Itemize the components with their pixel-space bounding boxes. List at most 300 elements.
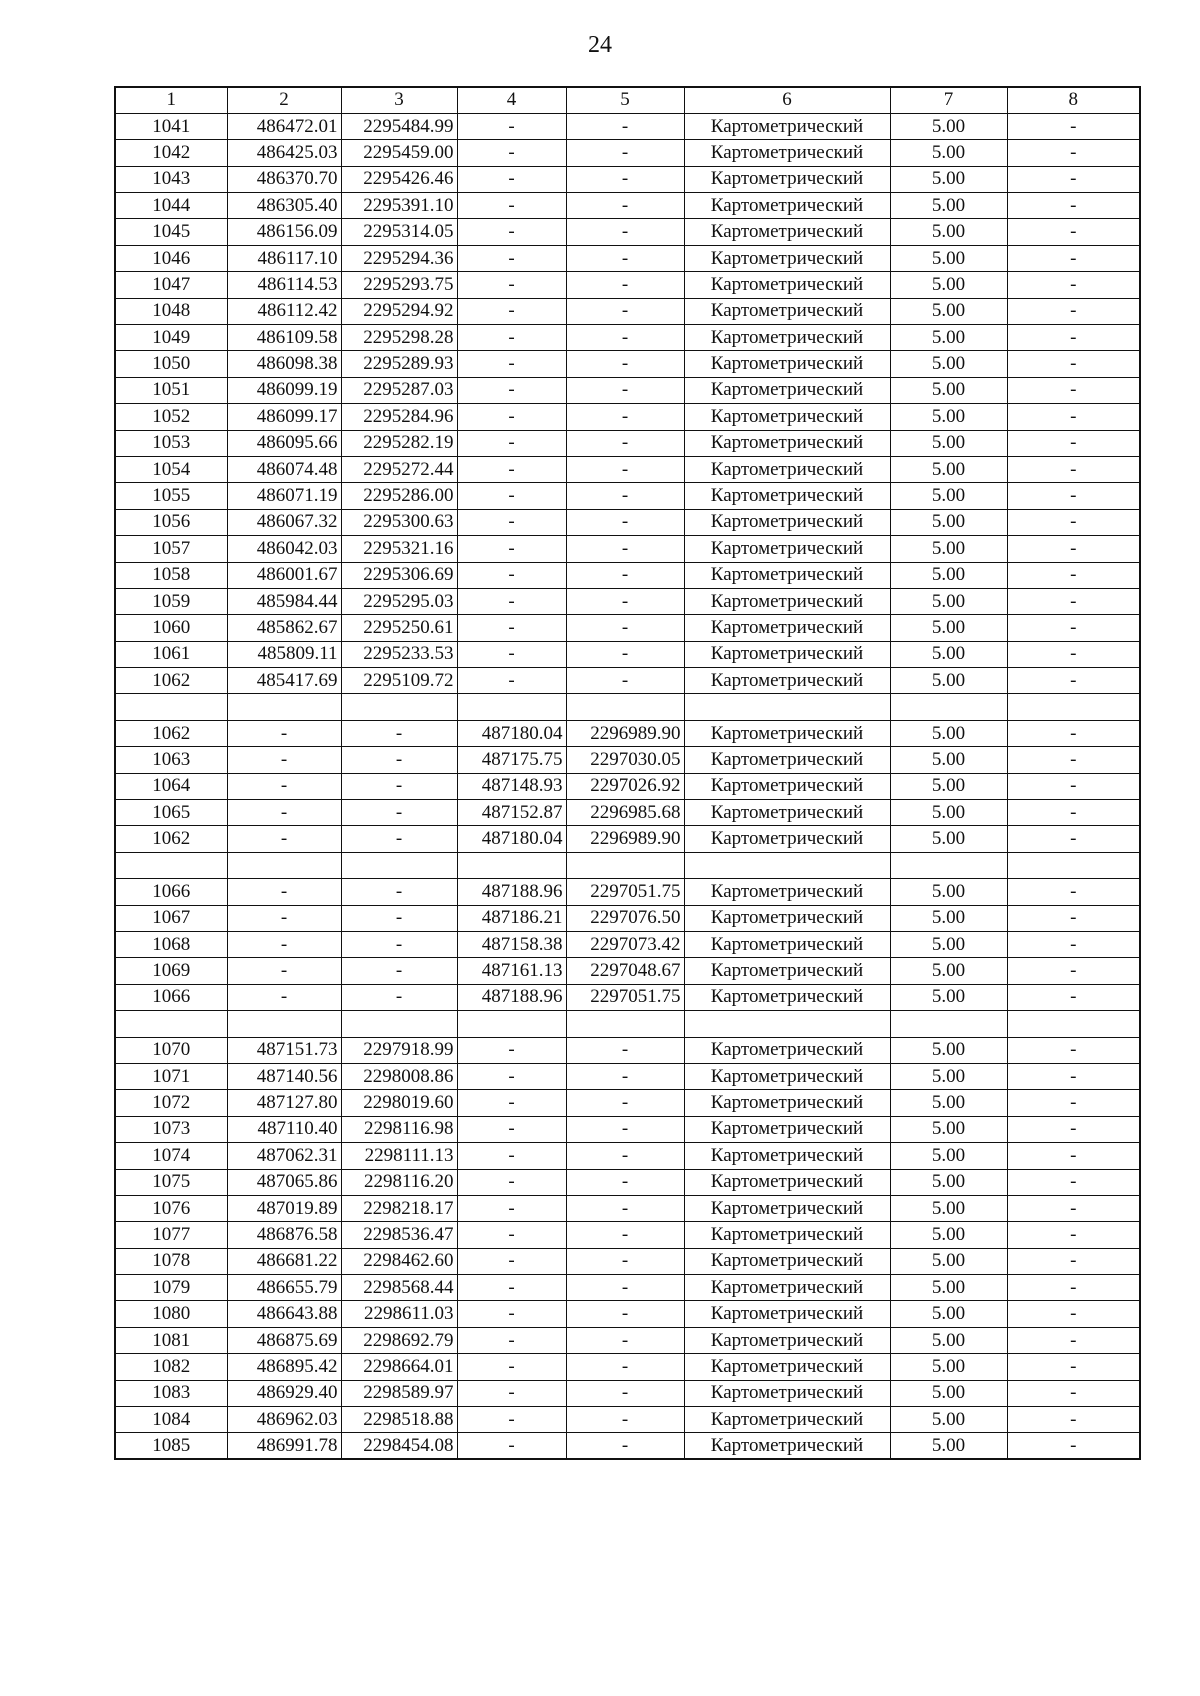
cell-accuracy: 5.00	[890, 1037, 1007, 1063]
table-row	[115, 456, 1140, 482]
cell-point-number: 1075	[115, 1169, 227, 1195]
cell-method: Картометрический	[684, 325, 890, 351]
cell-y-old: 2297918.99	[341, 1037, 457, 1063]
cell-y-new: -	[566, 1433, 684, 1459]
cell-description: -	[1007, 1380, 1140, 1406]
column-header-accuracy: 7	[890, 87, 1007, 113]
cell-x-old: -	[227, 958, 341, 984]
cell-method: Картометрический	[684, 668, 890, 694]
cell-description	[1007, 852, 1140, 878]
cell-method: Картометрический	[684, 1433, 890, 1459]
cell-x-new: -	[457, 1090, 566, 1116]
cell-accuracy: 5.00	[890, 456, 1007, 482]
table-row	[115, 1169, 1140, 1195]
cell-y-old: 2298116.20	[341, 1169, 457, 1195]
cell-point-number: 1043	[115, 166, 227, 192]
table-separator-row	[115, 694, 1140, 720]
table-row	[115, 1327, 1140, 1353]
cell-accuracy: 5.00	[890, 905, 1007, 931]
cell-accuracy	[890, 694, 1007, 720]
cell-y-new: -	[566, 1222, 684, 1248]
cell-method: Картометрический	[684, 219, 890, 245]
cell-method: Картометрический	[684, 1090, 890, 1116]
cell-y-old: 2295294.36	[341, 245, 457, 271]
cell-x-new: 487148.93	[457, 773, 566, 799]
cell-y-old: 2295300.63	[341, 509, 457, 535]
column-header-x-old: 2	[227, 87, 341, 113]
cell-y-old: 2295272.44	[341, 456, 457, 482]
column-header-method: 6	[684, 87, 890, 113]
cell-y-new: -	[566, 193, 684, 219]
cell-y-new: -	[566, 1143, 684, 1169]
cell-x-old: 485862.67	[227, 615, 341, 641]
cell-point-number: 1054	[115, 456, 227, 482]
cell-point-number: 1085	[115, 1433, 227, 1459]
cell-x-old: 486643.88	[227, 1301, 341, 1327]
cell-method: Картометрический	[684, 536, 890, 562]
cell-y-old: 2298454.08	[341, 1433, 457, 1459]
cell-point-number: 1055	[115, 483, 227, 509]
cell-method: Картометрический	[684, 747, 890, 773]
cell-x-old: 486876.58	[227, 1222, 341, 1248]
table-row	[115, 430, 1140, 456]
cell-point-number: 1067	[115, 905, 227, 931]
table-row	[115, 1195, 1140, 1221]
table-row	[115, 1116, 1140, 1142]
table-row	[115, 140, 1140, 166]
cell-y-new: -	[566, 298, 684, 324]
cell-y-old: 2295298.28	[341, 325, 457, 351]
cell-method: Картометрический	[684, 800, 890, 826]
cell-y-new: -	[566, 668, 684, 694]
cell-x-new: -	[457, 272, 566, 298]
cell-x-old	[227, 694, 341, 720]
cell-accuracy: 5.00	[890, 562, 1007, 588]
cell-description: -	[1007, 641, 1140, 667]
cell-description: -	[1007, 325, 1140, 351]
cell-y-new: -	[566, 272, 684, 298]
cell-x-new: -	[457, 562, 566, 588]
cell-y-old: 2295426.46	[341, 166, 457, 192]
cell-method: Картометрический	[684, 588, 890, 614]
cell-y-old: 2295321.16	[341, 536, 457, 562]
cell-y-new: -	[566, 483, 684, 509]
cell-y-new: -	[566, 456, 684, 482]
cell-accuracy: 5.00	[890, 800, 1007, 826]
cell-method: Картометрический	[684, 272, 890, 298]
cell-accuracy: 5.00	[890, 984, 1007, 1010]
cell-y-new: 2297048.67	[566, 958, 684, 984]
cell-method	[684, 694, 890, 720]
table-row	[115, 1433, 1140, 1459]
cell-accuracy: 5.00	[890, 351, 1007, 377]
cell-x-new: -	[457, 166, 566, 192]
cell-x-old: 486681.22	[227, 1248, 341, 1274]
cell-point-number: 1069	[115, 958, 227, 984]
cell-point-number: 1049	[115, 325, 227, 351]
cell-x-new: -	[457, 1327, 566, 1353]
cell-description: -	[1007, 800, 1140, 826]
cell-y-old: -	[341, 905, 457, 931]
cell-y-new: -	[566, 1275, 684, 1301]
cell-description: -	[1007, 1407, 1140, 1433]
cell-x-new: 487186.21	[457, 905, 566, 931]
cell-y-old: 2295233.53	[341, 641, 457, 667]
cell-description: -	[1007, 668, 1140, 694]
cell-y-old: 2298008.86	[341, 1063, 457, 1089]
table-row	[115, 113, 1140, 139]
cell-x-new: -	[457, 351, 566, 377]
cell-description: -	[1007, 932, 1140, 958]
table-row	[115, 773, 1140, 799]
cell-y-new	[566, 694, 684, 720]
table-row	[115, 720, 1140, 746]
cell-point-number: 1061	[115, 641, 227, 667]
cell-description: -	[1007, 377, 1140, 403]
cell-x-old: -	[227, 800, 341, 826]
cell-x-old: 487151.73	[227, 1037, 341, 1063]
cell-y-new: 2297076.50	[566, 905, 684, 931]
cell-point-number: 1057	[115, 536, 227, 562]
cell-y-new: 2297051.75	[566, 879, 684, 905]
cell-method	[684, 1011, 890, 1037]
cell-y-new: 2297026.92	[566, 773, 684, 799]
table-row	[115, 509, 1140, 535]
table-row	[115, 298, 1140, 324]
cell-description	[1007, 694, 1140, 720]
cell-x-old: 487110.40	[227, 1116, 341, 1142]
cell-x-old: 487019.89	[227, 1195, 341, 1221]
cell-y-new: 2296989.90	[566, 720, 684, 746]
cell-x-old: 486099.19	[227, 377, 341, 403]
cell-method: Картометрический	[684, 1275, 890, 1301]
cell-description: -	[1007, 720, 1140, 746]
cell-accuracy: 5.00	[890, 166, 1007, 192]
cell-method: Картометрический	[684, 166, 890, 192]
cell-x-new: -	[457, 1248, 566, 1274]
table-row	[115, 1354, 1140, 1380]
cell-description: -	[1007, 430, 1140, 456]
cell-x-new: -	[457, 1037, 566, 1063]
cell-y-old: 2298536.47	[341, 1222, 457, 1248]
cell-accuracy: 5.00	[890, 588, 1007, 614]
cell-y-new: -	[566, 219, 684, 245]
cell-description: -	[1007, 984, 1140, 1010]
cell-point-number: 1072	[115, 1090, 227, 1116]
table-row	[115, 245, 1140, 271]
cell-point-number: 1076	[115, 1195, 227, 1221]
cell-description: -	[1007, 456, 1140, 482]
cell-method: Картометрический	[684, 140, 890, 166]
cell-method: Картометрический	[684, 1222, 890, 1248]
cell-x-new: -	[457, 113, 566, 139]
cell-x-new: -	[457, 615, 566, 641]
cell-accuracy: 5.00	[890, 509, 1007, 535]
cell-y-new: -	[566, 1090, 684, 1116]
table-separator-row	[115, 852, 1140, 878]
table-row	[115, 377, 1140, 403]
cell-x-old: 485984.44	[227, 588, 341, 614]
cell-accuracy: 5.00	[890, 193, 1007, 219]
cell-description: -	[1007, 272, 1140, 298]
table-row	[115, 641, 1140, 667]
cell-point-number: 1056	[115, 509, 227, 535]
cell-x-new: -	[457, 1380, 566, 1406]
cell-accuracy: 5.00	[890, 298, 1007, 324]
cell-point-number: 1050	[115, 351, 227, 377]
cell-x-new: 487152.87	[457, 800, 566, 826]
cell-x-new: -	[457, 456, 566, 482]
cell-y-old: 2295484.99	[341, 113, 457, 139]
cell-point-number	[115, 694, 227, 720]
cell-point-number: 1047	[115, 272, 227, 298]
cell-method: Картометрический	[684, 1037, 890, 1063]
cell-description: -	[1007, 404, 1140, 430]
cell-method: Картометрический	[684, 932, 890, 958]
cell-x-new: 487158.38	[457, 932, 566, 958]
table-row	[115, 166, 1140, 192]
cell-x-old: 486114.53	[227, 272, 341, 298]
table-row	[115, 1380, 1140, 1406]
cell-accuracy: 5.00	[890, 958, 1007, 984]
cell-x-old: 486001.67	[227, 562, 341, 588]
table-row	[115, 1248, 1140, 1274]
cell-point-number: 1084	[115, 1407, 227, 1433]
cell-method: Картометрический	[684, 773, 890, 799]
cell-description: -	[1007, 747, 1140, 773]
cell-x-old: -	[227, 879, 341, 905]
cell-x-new: -	[457, 219, 566, 245]
cell-y-new: -	[566, 404, 684, 430]
cell-accuracy: 5.00	[890, 773, 1007, 799]
cell-x-old: 486067.32	[227, 509, 341, 535]
cell-accuracy: 5.00	[890, 932, 1007, 958]
cell-y-new: -	[566, 1169, 684, 1195]
table-body	[115, 87, 1140, 1459]
table-row	[115, 615, 1140, 641]
cell-x-old	[227, 852, 341, 878]
cell-method: Картометрический	[684, 1063, 890, 1089]
cell-description: -	[1007, 773, 1140, 799]
cell-point-number: 1071	[115, 1063, 227, 1089]
cell-x-new: -	[457, 404, 566, 430]
cell-y-new: 2296989.90	[566, 826, 684, 852]
table-row	[115, 404, 1140, 430]
cell-accuracy: 5.00	[890, 219, 1007, 245]
cell-method: Картометрический	[684, 483, 890, 509]
cell-x-new: -	[457, 483, 566, 509]
cell-x-old: 486042.03	[227, 536, 341, 562]
table-row	[115, 905, 1140, 931]
cell-accuracy: 5.00	[890, 1143, 1007, 1169]
cell-accuracy: 5.00	[890, 536, 1007, 562]
cell-y-old: 2298692.79	[341, 1327, 457, 1353]
cell-accuracy: 5.00	[890, 826, 1007, 852]
cell-y-old: 2295294.92	[341, 298, 457, 324]
column-header-point-number: 1	[115, 87, 227, 113]
table-row	[115, 1407, 1140, 1433]
cell-y-new: -	[566, 377, 684, 403]
cell-x-old: 486929.40	[227, 1380, 341, 1406]
table-row	[115, 984, 1140, 1010]
cell-method: Картометрический	[684, 984, 890, 1010]
cell-point-number: 1041	[115, 113, 227, 139]
cell-method: Картометрический	[684, 509, 890, 535]
cell-x-old: 486099.17	[227, 404, 341, 430]
cell-y-new: -	[566, 430, 684, 456]
cell-y-old: -	[341, 800, 457, 826]
cell-accuracy: 5.00	[890, 113, 1007, 139]
table-row	[115, 193, 1140, 219]
cell-x-old: 486370.70	[227, 166, 341, 192]
cell-description: -	[1007, 879, 1140, 905]
cell-x-old: 487127.80	[227, 1090, 341, 1116]
table-row	[115, 351, 1140, 377]
cell-y-old: 2298116.98	[341, 1116, 457, 1142]
cell-point-number: 1081	[115, 1327, 227, 1353]
cell-y-old: 2295287.03	[341, 377, 457, 403]
cell-x-new: -	[457, 1195, 566, 1221]
cell-method: Картометрический	[684, 245, 890, 271]
cell-description: -	[1007, 166, 1140, 192]
cell-y-old: 2298019.60	[341, 1090, 457, 1116]
column-header-x-new: 4	[457, 87, 566, 113]
cell-y-old: -	[341, 958, 457, 984]
cell-accuracy: 5.00	[890, 720, 1007, 746]
cell-x-old: -	[227, 773, 341, 799]
cell-y-new: -	[566, 325, 684, 351]
cell-description	[1007, 1011, 1140, 1037]
cell-method: Картометрический	[684, 1143, 890, 1169]
cell-description: -	[1007, 1354, 1140, 1380]
cell-y-old: -	[341, 826, 457, 852]
cell-accuracy: 5.00	[890, 272, 1007, 298]
cell-method: Картометрический	[684, 298, 890, 324]
table-row	[115, 1222, 1140, 1248]
cell-x-old: 486655.79	[227, 1275, 341, 1301]
cell-accuracy: 5.00	[890, 1063, 1007, 1089]
cell-x-old: 486117.10	[227, 245, 341, 271]
cell-x-old: 486112.42	[227, 298, 341, 324]
cell-y-old: -	[341, 747, 457, 773]
cell-x-old: 486305.40	[227, 193, 341, 219]
cell-y-old: 2298611.03	[341, 1301, 457, 1327]
table-row	[115, 1301, 1140, 1327]
cell-y-new: 2297073.42	[566, 932, 684, 958]
table-row	[115, 879, 1140, 905]
cell-description: -	[1007, 483, 1140, 509]
cell-description: -	[1007, 1116, 1140, 1142]
cell-x-new	[457, 1011, 566, 1037]
cell-y-old: -	[341, 932, 457, 958]
cell-y-new: -	[566, 1037, 684, 1063]
column-header-y-old: 3	[341, 87, 457, 113]
cell-y-new: 2297051.75	[566, 984, 684, 1010]
cell-y-old: 2298462.60	[341, 1248, 457, 1274]
cell-point-number: 1079	[115, 1275, 227, 1301]
cell-x-old: 486098.38	[227, 351, 341, 377]
cell-x-new: -	[457, 377, 566, 403]
cell-point-number: 1060	[115, 615, 227, 641]
cell-description: -	[1007, 298, 1140, 324]
cell-accuracy: 5.00	[890, 1433, 1007, 1459]
cell-y-new	[566, 1011, 684, 1037]
cell-x-new: 487188.96	[457, 879, 566, 905]
cell-method: Картометрический	[684, 1327, 890, 1353]
cell-y-new: -	[566, 588, 684, 614]
cell-description: -	[1007, 615, 1140, 641]
cell-method: Картометрический	[684, 193, 890, 219]
cell-method: Картометрический	[684, 562, 890, 588]
cell-y-new: 2296985.68	[566, 800, 684, 826]
cell-x-new: -	[457, 1116, 566, 1142]
cell-x-new: -	[457, 193, 566, 219]
cell-y-old	[341, 852, 457, 878]
cell-method: Картометрический	[684, 958, 890, 984]
cell-y-new: -	[566, 1116, 684, 1142]
cell-x-new	[457, 694, 566, 720]
column-header-description: 8	[1007, 87, 1140, 113]
cell-accuracy: 5.00	[890, 1380, 1007, 1406]
cell-accuracy: 5.00	[890, 404, 1007, 430]
cell-x-old	[227, 1011, 341, 1037]
cell-y-new: -	[566, 245, 684, 271]
cell-x-old: -	[227, 720, 341, 746]
cell-accuracy: 5.00	[890, 430, 1007, 456]
cell-y-old: 2295289.93	[341, 351, 457, 377]
cell-point-number: 1062	[115, 720, 227, 746]
cell-y-new: -	[566, 641, 684, 667]
cell-point-number: 1070	[115, 1037, 227, 1063]
cell-description: -	[1007, 536, 1140, 562]
table-row	[115, 800, 1140, 826]
cell-x-new: -	[457, 1354, 566, 1380]
cell-x-new: -	[457, 588, 566, 614]
cell-accuracy: 5.00	[890, 1354, 1007, 1380]
table-row	[115, 536, 1140, 562]
cell-point-number	[115, 1011, 227, 1037]
cell-point-number: 1068	[115, 932, 227, 958]
cell-x-old: 485809.11	[227, 641, 341, 667]
cell-y-old: -	[341, 879, 457, 905]
cell-y-new: -	[566, 1301, 684, 1327]
cell-x-new: -	[457, 509, 566, 535]
cell-accuracy: 5.00	[890, 377, 1007, 403]
table-row	[115, 1037, 1140, 1063]
cell-method: Картометрический	[684, 456, 890, 482]
cell-point-number: 1080	[115, 1301, 227, 1327]
page-number: 24	[588, 32, 612, 58]
cell-y-old: 2295314.05	[341, 219, 457, 245]
cell-x-new: 487180.04	[457, 826, 566, 852]
cell-description: -	[1007, 1063, 1140, 1089]
cell-description: -	[1007, 1195, 1140, 1221]
cell-method: Картометрический	[684, 1169, 890, 1195]
cell-method: Картометрический	[684, 1195, 890, 1221]
cell-x-old: 486472.01	[227, 113, 341, 139]
cell-method: Картометрический	[684, 351, 890, 377]
cell-point-number: 1078	[115, 1248, 227, 1274]
cell-method: Картометрический	[684, 404, 890, 430]
cell-description: -	[1007, 1327, 1140, 1353]
cell-point-number: 1066	[115, 879, 227, 905]
cell-y-old: -	[341, 720, 457, 746]
cell-x-old: 486074.48	[227, 456, 341, 482]
table-header-row	[115, 87, 1140, 113]
cell-y-old: 2298664.01	[341, 1354, 457, 1380]
table-row	[115, 932, 1140, 958]
cell-accuracy: 5.00	[890, 641, 1007, 667]
